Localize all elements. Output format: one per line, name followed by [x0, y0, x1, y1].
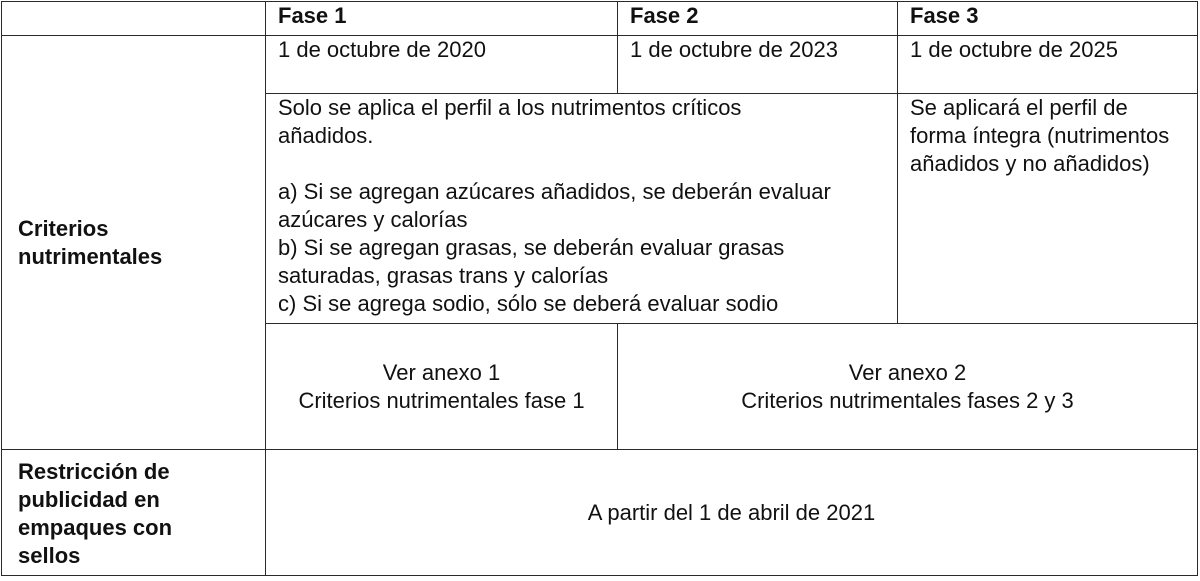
restriction-row	[2, 450, 1198, 576]
annex-2-subtitle: Criterios nutrimentales fases 2 y 3	[741, 387, 1074, 413]
restriction-value: A partir del 1 de abril de 2021	[266, 450, 1198, 576]
criteria-item-b: b) Si se agregan grasas, se deberán evaluar grasas saturadas, grasas trans y calorías	[278, 235, 785, 288]
annex-1-title: Ver anexo 1	[382, 359, 501, 385]
phase-3-criteria: Se aplicará el perfil de forma íntegra (nutrimentos añadidos y no añadidos)	[898, 94, 1198, 324]
phase-2-header: Fase 2	[618, 2, 898, 36]
criteria-label	[2, 36, 266, 450]
phase-2-date: 1 de octubre de 2023	[618, 36, 898, 94]
phases-table	[1, 1, 1198, 576]
annex-1-subtitle: Criterios nutrimentales fase 1	[298, 387, 585, 413]
corner-cell	[2, 2, 266, 36]
phase-3-header: Fase 3	[898, 2, 1198, 36]
restriction-label	[2, 450, 266, 576]
phase-1-date: 1 de octubre de 2020	[266, 36, 618, 94]
criteria-intro: Solo se aplica el perfil a los nutrimentos críticos añadidos.	[278, 95, 742, 148]
phase-1-header: Fase 1	[266, 2, 618, 36]
annex-2-title: Ver anexo 2	[848, 359, 967, 385]
criteria-item-a: a) Si se agregan azúcares añadidos, se deberán evaluar azúcares y calorías	[278, 179, 831, 232]
restriction-label-text: Restricción de publicidad en empaques con sellos	[18, 458, 173, 568]
spacer	[278, 150, 885, 178]
annex-2-cell	[618, 324, 1198, 450]
criteria-label-text: Criterios nutrimentales	[18, 215, 163, 269]
dates-row	[2, 36, 1198, 94]
phase-3-date: 1 de octubre de 2025	[898, 36, 1198, 94]
annex-1-cell	[266, 324, 618, 450]
header-row	[2, 2, 1198, 36]
phase-1-2-criteria	[266, 94, 898, 324]
criteria-item-c: c) Si se agrega sodio, sólo se deberá evaluar sodio	[278, 291, 779, 316]
